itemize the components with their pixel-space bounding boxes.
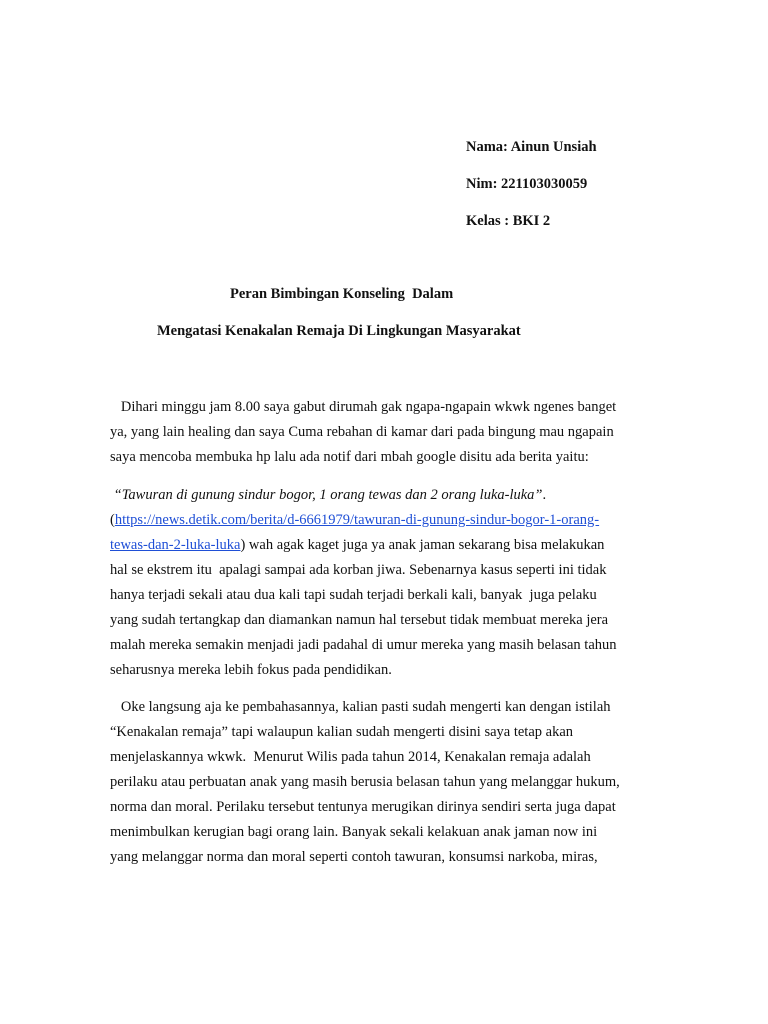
paragraph-line: Oke langsung aja ke pembahasannya, kalian pasti sudah mengerti kan dengan istilah — [110, 699, 611, 715]
paragraph-2 — [110, 483, 670, 683]
paragraph-text: ) wah agak kaget juga ya anak jaman sekarang bisa melakukan — [240, 537, 605, 553]
student-class: Kelas : BKI 2 — [466, 213, 551, 229]
news-link-continued[interactable]: tewas-dan-2-luka-luka — [110, 537, 241, 553]
paragraph-line: yang melanggar norma dan moral seperti contoh tawuran, konsumsi narkoba, miras, — [110, 849, 598, 865]
paragraph-line: saya mencoba membuka hp lalu ada notif dari mbah google disitu ada berita yaitu: — [110, 449, 589, 465]
student-nim: Nim: 221103030059 — [466, 176, 588, 192]
paragraph-3 — [110, 695, 670, 870]
news-quote-line — [110, 483, 670, 508]
quote-period: . — [542, 487, 547, 503]
paragraph-line: perilaku atau perbuatan anak yang masih berusia belasan tahun yang melanggar hukum, — [110, 774, 620, 790]
paragraph-line: seharusnya mereka lebih fokus pada pendidikan. — [110, 662, 392, 678]
paragraph-line: malah mereka semakin menjadi jadi padahal di umur mereka yang masih belasan tahun — [110, 637, 617, 653]
document-title-line-2: Mengatasi Kenakalan Remaja Di Lingkungan Masyarakat — [157, 323, 521, 339]
paragraph-line: Dihari minggu jam 8.00 saya gabut dirumah gak ngapa-ngapain wkwk ngenes banget — [110, 399, 617, 415]
news-headline-quote: “Tawuran di gunung sindur bogor, 1 orang tewas dan 2 orang luka-luka” — [110, 487, 543, 503]
paragraph-line: menimbulkan kerugian bagi orang lain. Banyak sekali kelakuan anak jaman now ini — [110, 824, 598, 840]
student-identity — [466, 137, 726, 248]
paragraph-line: “Kenakalan remaja” tapi walaupun kalian sudah mengerti disini saya tetap akan — [110, 724, 574, 740]
paragraph-line: hal se ekstrem itu apalagi sampai ada korban jiwa. Sebenarnya kasus seperti ini tidak — [110, 562, 607, 578]
paragraph-line: hanya terjadi sekali atau dua kali tapi sudah terjadi berkali kali, banyak juga pelaku — [110, 587, 597, 603]
document-title-line-1: Peran Bimbingan Konseling Dalam — [230, 286, 454, 302]
student-name: Nama: Ainun Unsiah — [466, 139, 597, 155]
paragraph-line — [110, 533, 670, 558]
paragraph-line: norma dan moral. Perilaku tersebut tentunya merugikan dirinya sendiri serta juga dapat — [110, 799, 616, 815]
paragraph-line: ya, yang lain healing dan saya Cuma rebahan di kamar dari pada bingung mau ngapain — [110, 424, 614, 440]
news-link[interactable]: https://news.detik.com/berita/d-6661979/tawuran-di-gunung-sindur-bogor-1-orang- — [114, 512, 600, 528]
paragraph-line: yang sudah tertangkap dan diamankan namun hal tersebut tidak membuat mereka jera — [110, 612, 609, 628]
paragraph-line: menjelaskannya wkwk. Menurut Wilis pada tahun 2014, Kenakalan remaja adalah — [110, 749, 591, 765]
paragraph-line — [110, 508, 670, 533]
paren-open: ( — [110, 512, 115, 528]
paragraph-1 — [110, 395, 670, 470]
